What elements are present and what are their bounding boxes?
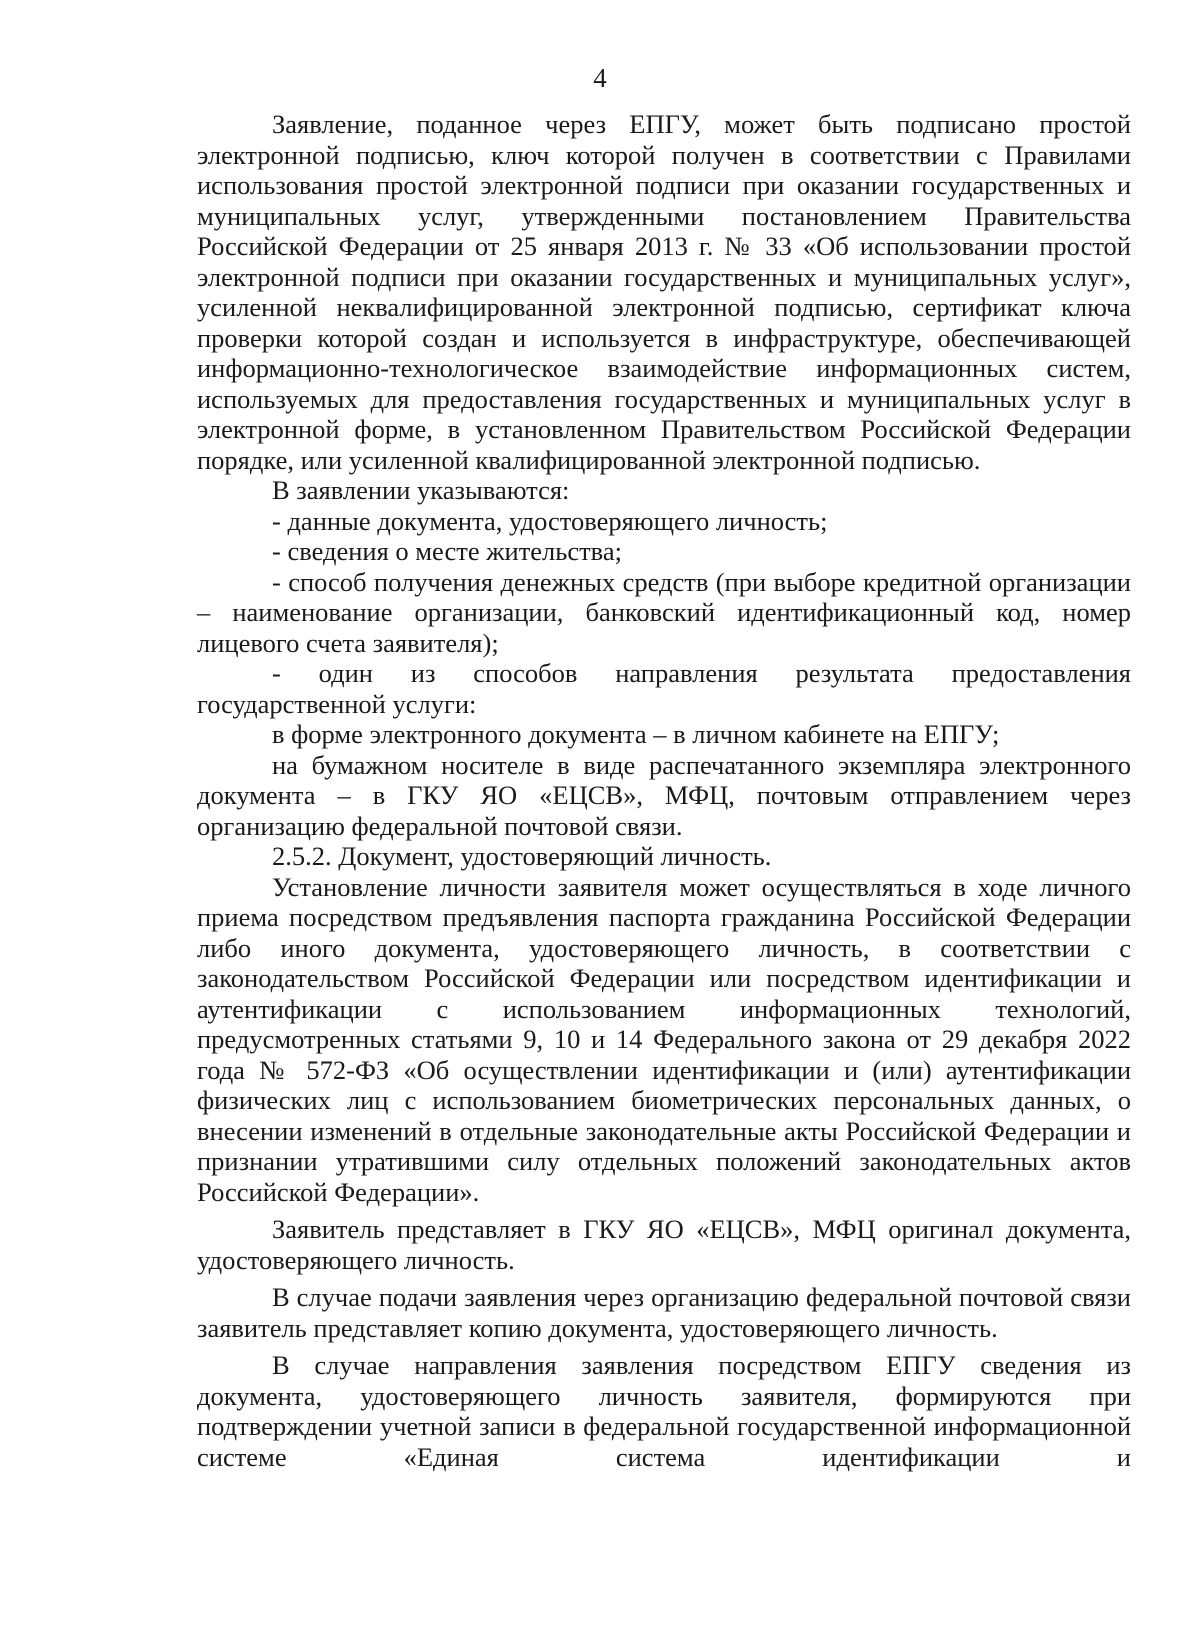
page-number: 4 (593, 63, 607, 93)
list-item-payment-method: - способ получения денежных средств (при выборе кредитной организации – наименование организации, банковский идентификационный код, номер лицевого счета заявителя); (197, 566, 1131, 658)
paragraph-paper-form: на бумажном носителе в виде распечатанного экземпляра электронного документа – в ГКУ ЯО «ЕЦСВ», МФЦ, почтовым отправлением через организацию федеральной почтовой связи. (197, 749, 1131, 841)
document-body (197, 109, 1131, 1472)
paragraph-application-contents-intro: В заявлении указываются: (272, 475, 570, 505)
paragraph-signature-types: Заявление, поданное через ЕПГУ, может быть подписано простой электронной подписью, ключ которой получен в соответствии с Правилами использования простой электронной подписи при оказании государственных и муниципальных услуг, утвержденными постановлением Правительства Российской Федерации от 25 января 2013 г. № 33 «Об использовании простой электронной подписи при оказании государственных и муниципальных услуг», усиленной неквалифицированной электронной подписью, сертификат ключа проверки которой создан и используется в инфраструктуре, обеспечивающей информационно-технологическое взаимодействие информационных систем, используемых для предоставления государственных и муниципальных услуг в электронной форме, в установленном Правительством Российской Федерации порядке, или усиленной квалифицированной электронной подписью. (197, 109, 1131, 475)
paragraph-postal-submission: В случае подачи заявления через организацию федеральной почтовой связи заявитель представляет копию документа, удостоверяющего личность. (197, 1282, 1131, 1343)
section-heading-2-5-2: 2.5.2. Документ, удостоверяющий личность. (272, 841, 772, 871)
paragraph-epgu-submission: В случае направления заявления посредством ЕПГУ сведения из документа, удостоверяющего личность заявителя, формируются при подтверждении учетной записи в федеральной государственной информационной системе «Единая система идентификации и (197, 1350, 1131, 1472)
paragraph-electronic-form: в форме электронного документа – в личном кабинете на ЕПГУ; (272, 719, 1000, 749)
paragraph-original-document: Заявитель представляет в ГКУ ЯО «ЕЦСВ», МФЦ оригинал документа, удостоверяющего личность. (197, 1214, 1131, 1275)
list-item-identity-document: - данные документа, удостоверяющего личность; (272, 505, 828, 536)
list-item-residence: - сведения о месте жительства; (272, 536, 622, 566)
paragraph-identity-verification: Установление личности заявителя может осуществляться в ходе личного приема посредством предъявления паспорта гражданина Российской Федерации либо иного документа, удостоверяющего личность, в соответствии с законодательством Российской Федерации или посредством идентификации и аутентификации с использованием информационных технологий, предусмотренных статьями 9, 10 и 14 Федерального закона от 29 декабря 2022 года № 572-ФЗ «Об осуществлении идентификации и (или) аутентификации физических лиц с использованием биометрических персональных данных, о внесении изменений в отдельные законодательные акты Российской Федерации и признании утратившими силу отдельных положений законодательных актов Российской Федерации». (197, 871, 1131, 1207)
list-item-result-delivery: - один из способов направления результата предоставления государственной услуги: (197, 658, 1131, 719)
